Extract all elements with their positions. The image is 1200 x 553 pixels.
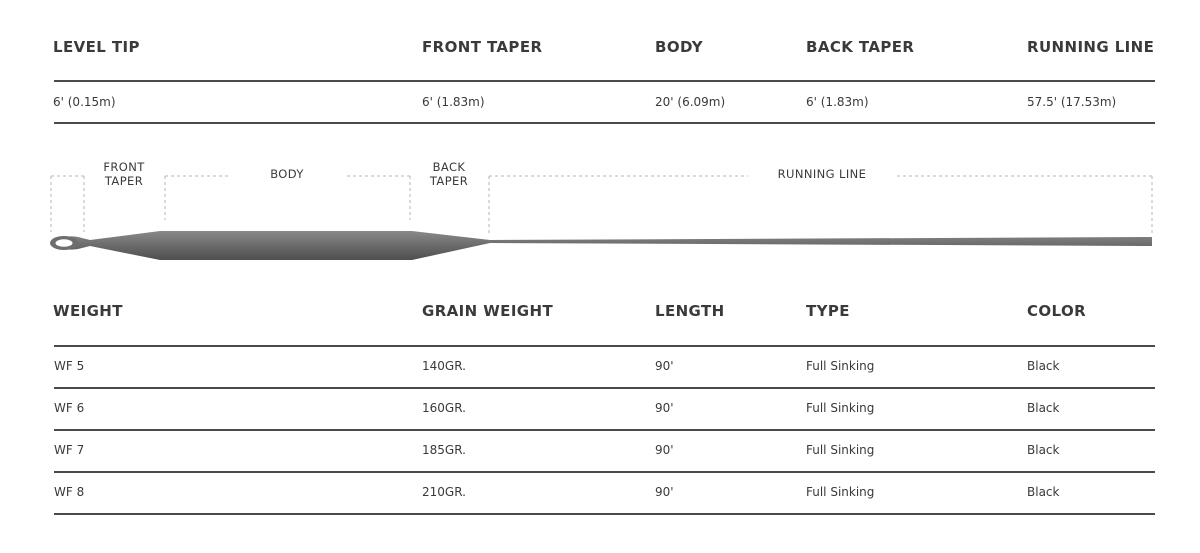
divider	[54, 345, 1155, 347]
value-front-taper: 6' (1.83m)	[422, 95, 485, 109]
cell-color: Black	[1027, 485, 1060, 499]
label-front-taper	[98, 160, 150, 188]
cell-grain-weight: 140GR.	[422, 359, 466, 373]
cell-color: Black	[1027, 443, 1060, 457]
cell-grain-weight: 185GR.	[422, 443, 466, 457]
cell-type: Full Sinking	[806, 485, 875, 499]
label-running-line: RUNNING LINE	[777, 167, 867, 181]
header-color: COLOR	[1027, 302, 1087, 320]
segment-brackets	[51, 176, 1152, 236]
cell-length: 90'	[655, 401, 674, 415]
header-front-taper: FRONT TAPER	[422, 38, 543, 56]
cell-length: 90'	[655, 485, 674, 499]
cell-weight: WF 5	[54, 359, 85, 373]
header-back-taper: BACK TAPER	[806, 38, 915, 56]
cell-type: Full Sinking	[806, 359, 875, 373]
divider	[54, 387, 1155, 389]
label-back-taper	[422, 160, 476, 188]
label-front-taper-line2: TAPER	[104, 174, 144, 188]
divider	[54, 429, 1155, 431]
cell-length: 90'	[655, 359, 674, 373]
label-body: BODY	[270, 167, 304, 181]
label-back-taper-line2: TAPER	[429, 174, 469, 188]
header-weight: WEIGHT	[53, 302, 123, 320]
header-body: BODY	[655, 38, 704, 56]
cell-grain-weight: 160GR.	[422, 401, 466, 415]
divider	[54, 513, 1155, 515]
header-level-tip: LEVEL TIP	[53, 38, 140, 56]
cell-color: Black	[1027, 359, 1060, 373]
header-running-line: RUNNING LINE	[1027, 38, 1155, 56]
value-running-line: 57.5' (17.53m)	[1027, 95, 1117, 109]
header-type: TYPE	[806, 302, 850, 320]
cell-type: Full Sinking	[806, 443, 875, 457]
cell-length: 90'	[655, 443, 674, 457]
fly-line-shape	[62, 231, 1152, 260]
header-grain-weight: GRAIN WEIGHT	[422, 302, 554, 320]
cell-weight: WF 7	[54, 443, 85, 457]
value-back-taper: 6' (1.83m)	[806, 95, 869, 109]
label-front-taper-line1: FRONT	[103, 160, 145, 174]
header-length: LENGTH	[655, 302, 725, 320]
cell-type: Full Sinking	[806, 401, 875, 415]
cell-grain-weight: 210GR.	[422, 485, 466, 499]
cell-weight: WF 6	[54, 401, 85, 415]
cell-weight: WF 8	[54, 485, 85, 499]
value-body: 20' (6.09m)	[655, 95, 726, 109]
divider	[54, 471, 1155, 473]
value-level-tip: 6' (0.15m)	[53, 95, 116, 109]
cell-color: Black	[1027, 401, 1060, 415]
label-back-taper-line1: BACK	[432, 160, 466, 174]
loop-hole	[56, 239, 73, 247]
